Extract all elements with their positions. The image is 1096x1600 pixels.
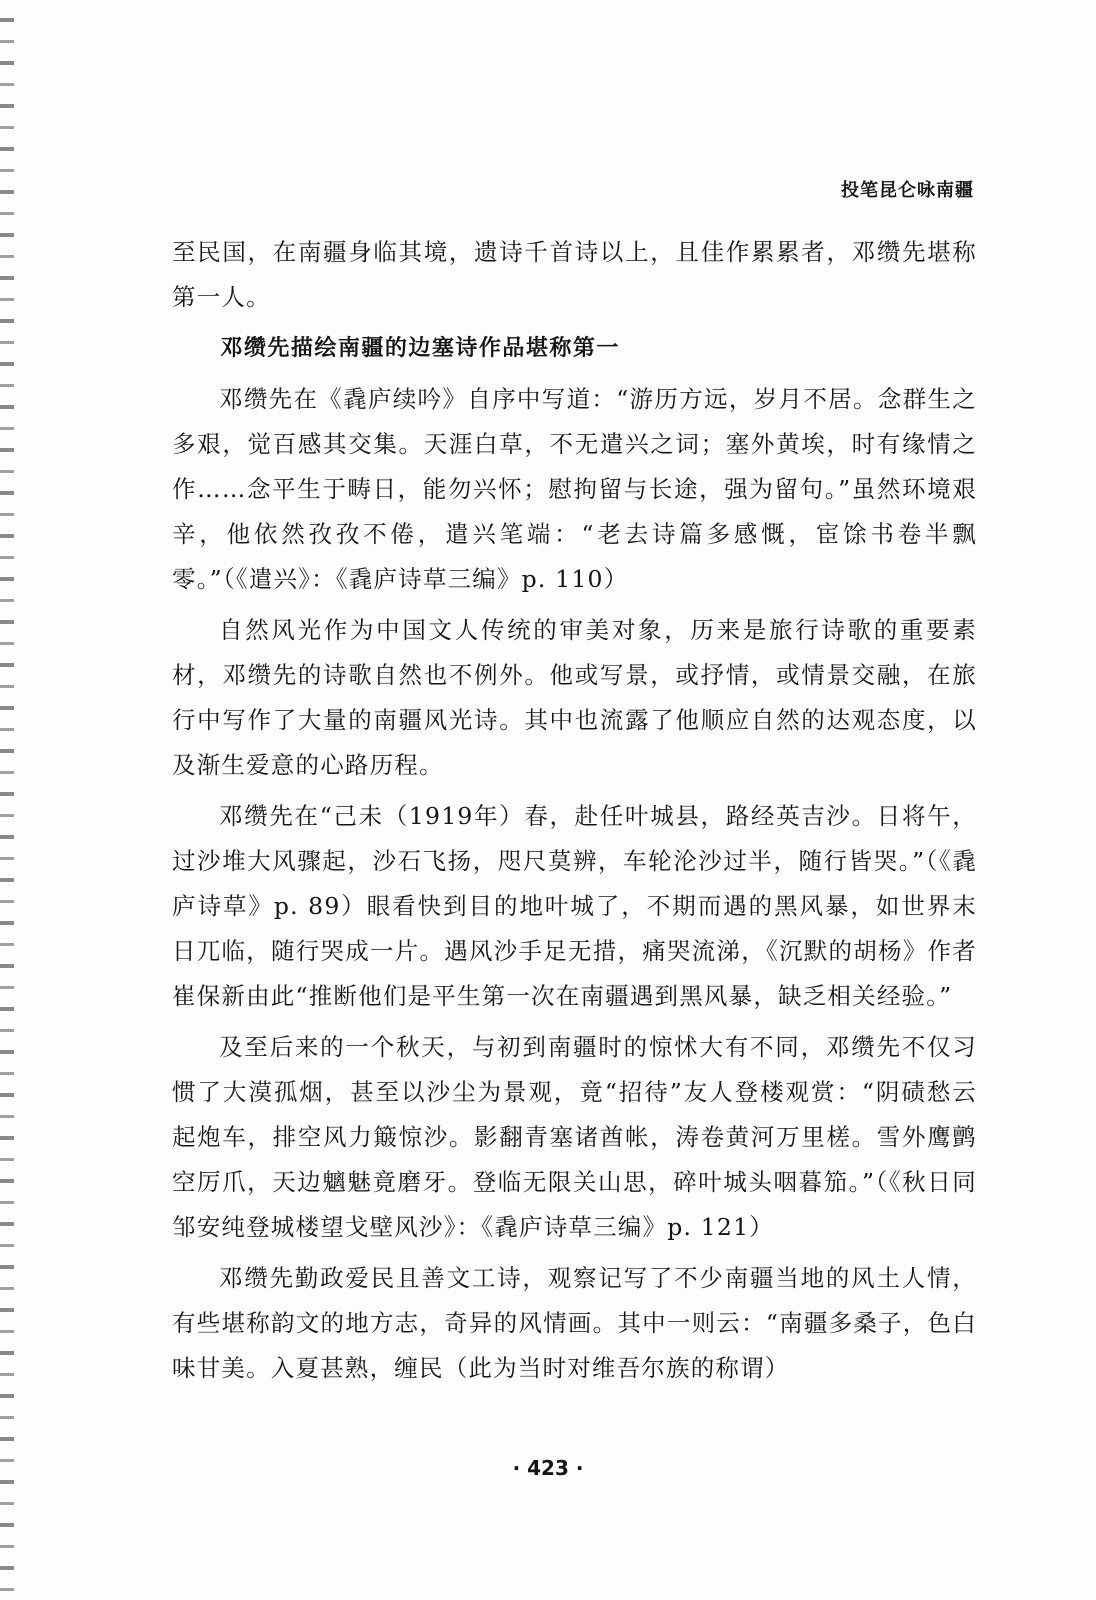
paragraph-autumn-poem: 及至后来的一个秋天，与初到南疆时的惊怵大有不同，邓缵先不仅习惯了大漠孤烟，甚至以沙尘为景观，竟“招待”友人登楼观赏：“阴碛愁云起炮车，排空风力簸惊沙。影翻青塞诸酋帐，涛卷黄河万里槎。雪外鹰鹯空厉爪，天边魑魅竟磨牙。登临无限关山思，碎叶城头咽暮笳。”（《秋日同邹安纯登城楼望戈壁风沙》：《毳庐诗草三编》p. 121） [172, 1033, 977, 1241]
paragraph-sandstorm: 邓缵先在“己未（1919年）春，赴任叶城县，路经英吉沙。日将午，过沙堆大风骤起，沙石飞扬，咫尺莫辨，车轮沦沙过半，随行皆哭。”（《毳庐诗草》p. 89）眼看快到目的地叶城了，不期而遇的黑风暴，如世界末日兀临，随行哭成一片。遇风沙手足无措，痛哭流涕，《沉默的胡杨》作者崔保新由此“推断他们是平生第一次在南疆遇到黑风暴，缺乏相关经验。” [172, 802, 977, 1010]
section-heading: 邓缵先描绘南疆的边塞诗作品堪称第一 [220, 336, 620, 361]
paragraph-natural-scenery: 自然风光作为中国文人传统的审美对象，历来是旅行诗歌的重要素材，邓缵先的诗歌自然也不例外。他或写景，或抒情，或情景交融，在旅行中写作了大量的南疆风光诗。其中也流露了他顺应自然的达观态度，以及渐生爱意的心路历程。 [172, 616, 977, 779]
paragraph-continuation: 至民国，在南疆身临其境，遗诗千首诗以上，且佳作累累者，邓缵先堪称第一人。 [172, 238, 977, 311]
paragraph-preface-quote: 邓缵先在《毳庐续吟》自序中写道：“游历方远，岁月不居。念群生之多艰，觉百感其交集。天涯白草，不无遣兴之词；塞外黄埃，时有缘情之作……念平生于畴日，能勿兴怀；慰拘留与长途，强为留句。”虽然环境艰辛，他依然孜孜不倦，遣兴笔端：“老去诗篇多感慨，宦馀书卷半飘零。”（《遣兴》：《毳庐诗草三编》p. 110） [172, 385, 977, 593]
scan-binding-edge [0, 0, 14, 1600]
paragraph-customs: 邓缵先勤政爱民且善文工诗，观察记写了不少南疆当地的风土人情，有些堪称韵文的地方志，奇异的风情画。其中一则云：“南疆多桑子，色白味甘美。入夏甚熟，缠民（此为当时对维吾尔族的称谓） [172, 1264, 977, 1382]
page-number: · 423 · [512, 1456, 584, 1480]
body-text [172, 230, 977, 1397]
running-head: 投笔昆仑咏南疆 [841, 180, 974, 201]
